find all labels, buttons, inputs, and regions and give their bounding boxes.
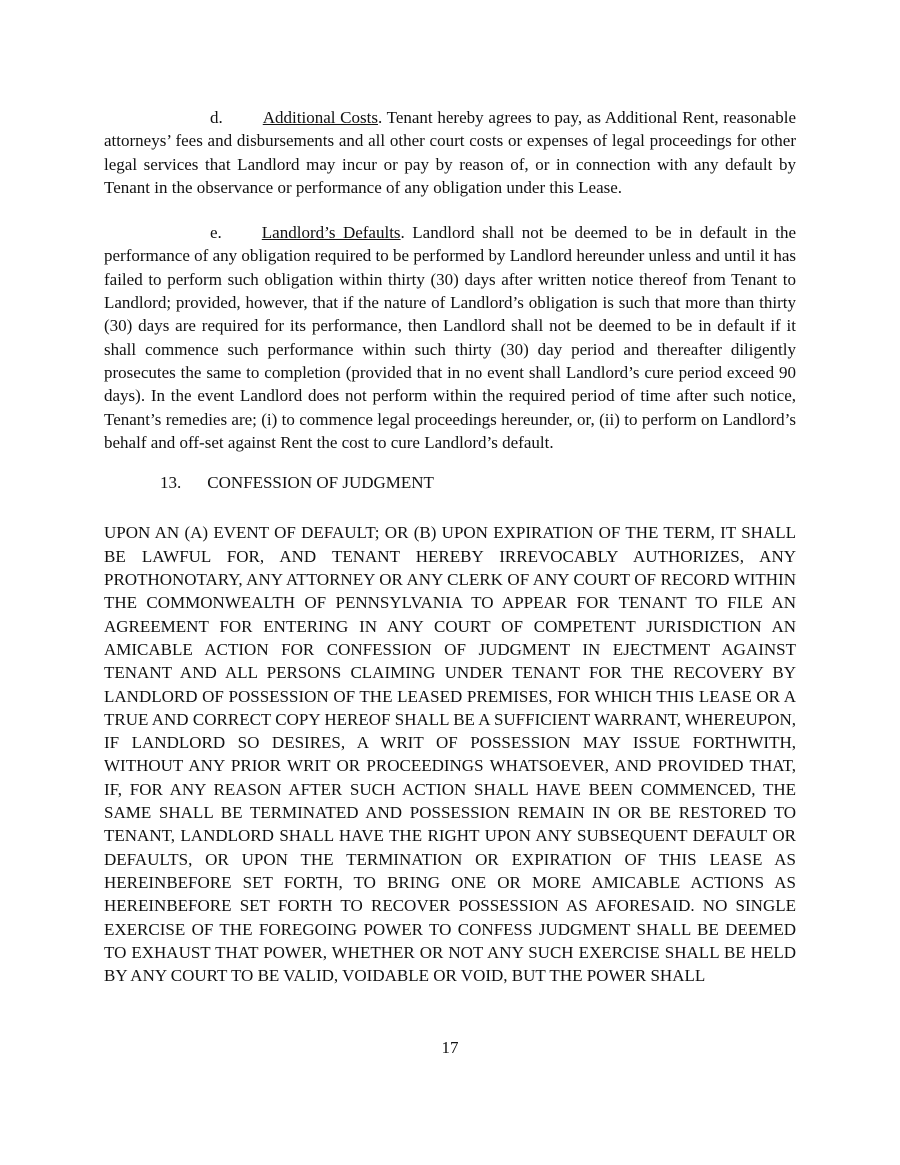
confession-of-judgment-paragraph: UPON AN (A) EVENT OF DEFAULT; OR (B) UPON EXPIRATION OF THE TERM, IT SHALL BE LAWFUL FOR, AND TENANT HEREBY IRREVOCABLY AUTHORIZES, ANY PROTHONOTARY, ANY ATTORNEY OR ANY CLERK OF ANY COURT OF RECORD WITHIN THE COMMONWEALTH OF PENNSYLVANIA TO APPEAR FOR TENANT TO FILE AN AGREEMENT FOR ENTERING IN ANY COURT OF COMPETENT JURISDICTION AN AMICABLE ACTION FOR CONFESSION OF JUDGMENT IN EJECTMENT AGAINST TENANT AND ALL PERSONS CLAIMING UNDER TENANT FOR THE RECOVERY BY LANDLORD OF POSSESSION OF THE LEASED PREMISES, FOR WHICH THIS LEASE OR A TRUE AND CORRECT COPY HEREOF SHALL BE A SUFFICIENT WARRANT, WHEREUPON, IF LANDLORD SO DESIRES, A WRIT OF POSSESSION MAY ISSUE FORTHWITH, WITHOUT ANY PRIOR WRIT OR PROCEEDINGS WHATSOEVER, AND PROVIDED THAT, IF, FOR ANY REASON AFTER SUCH ACTION SHALL HAVE BEEN COMMENCED, THE SAME SHALL BE TERMINATED AND POSSESSION REMAIN IN OR BE RESTORED TO TENANT, LANDLORD SHALL HAVE THE RIGHT UPON ANY SUBSEQUENT DEFAULT OR DEFAULTS, OR UPON THE TERMINATION OR EXPIRATION OF THIS LEASE AS HEREINBEFORE SET FORTH, TO BRING ONE OR MORE AMICABLE ACTIONS AS HEREINBEFORE SET FORTH TO RECOVER POSSESSION AS AFORESAID. NO SINGLE EXERCISE OF THE FOREGOING POWER TO CONFESS JUDGMENT SHALL BE DEEMED TO EXHAUST THAT POWER, WHETHER OR NOT ANY SUCH EXERCISE SHALL BE HELD BY ANY COURT TO BE VALID, VOIDABLE OR VOID, BUT THE POWER SHALL [104,523,796,986]
paragraph-d [104,106,796,199]
section-13-heading [104,471,796,494]
paragraph-d-heading: Additional Costs [262,108,378,127]
paragraph-d-body: . Tenant hereby agrees to pay, as Additional Rent, reasonable attorneys’ fees and disbursements and all other court costs or expenses of legal proceedings for other legal services that Landlord may incur or pay by reason of, or in connection with any default by Tenant in the observance or performance of any obligation under this Lease. [104,108,796,197]
paragraph-e [104,221,796,454]
section-13-title: CONFESSION OF JUDGMENT [207,473,434,493]
paragraph-e-heading: Landlord’s Defaults [261,223,401,243]
paragraph-e-body: . Landlord shall not be deemed to be in default in the performance of any obligation required to be performed by Landlord hereunder unless and until it has failed to perform such obligation within thirty (30) days after written notice thereof from Tenant to Landlord; provided, however, that if the nature of Landlord’s obligation is such that more than thirty (30) days are required for its performance, then Landlord shall not be deemed to be in default if it shall commence such performance within such thirty (30) day period and thereafter diligently prosecutes the same to completion (provided that in no event shall Landlord’s cure period exceed 90 days). In the event Landlord does not perform within the required period of time after such notice, Tenant’s remedies are; (i) to commence legal proceedings hereunder, or, (ii) to perform on Landlord’s behalf and off-set against Rent the cost to cure Landlord’s default. [104,223,796,452]
paragraph-d-letter: d. [210,108,223,127]
paragraph-e-letter: e. [210,223,222,243]
document-body [104,0,796,987]
section-13-number: 13. [160,473,182,493]
page-number: 17 [441,1038,459,1057]
